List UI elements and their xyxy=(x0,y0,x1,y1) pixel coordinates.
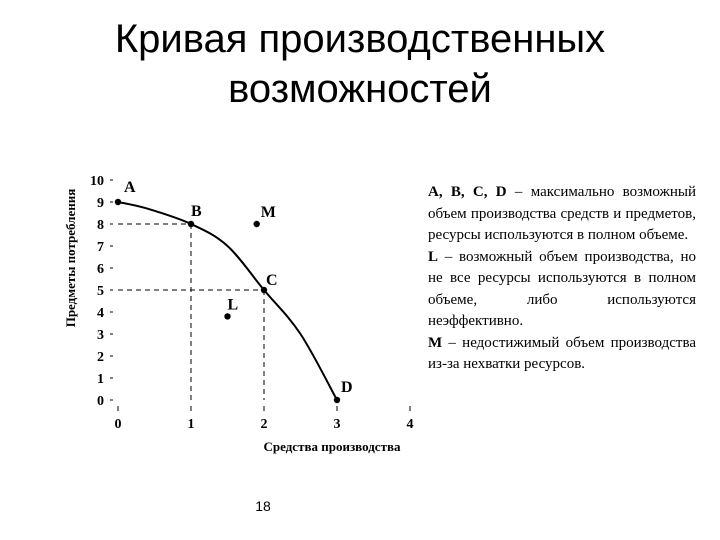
point-m-marker xyxy=(254,221,260,227)
x-tick-label: 4 xyxy=(406,417,414,432)
y-tick-label: 6 xyxy=(97,262,104,277)
y-axis-ticks xyxy=(90,174,113,409)
x-tick-label: 3 xyxy=(333,417,341,432)
y-tick-label: 0 xyxy=(97,394,104,409)
description-abcd xyxy=(428,182,696,247)
x-axis-ticks xyxy=(115,406,414,432)
point-m-label: M xyxy=(260,204,276,221)
y-axis-label: Предметы потребления xyxy=(63,188,78,328)
chart-points xyxy=(115,179,353,403)
text-l: – возможный объем производства, но не все ресурсы используются в полном объеме, либо используются неэффективно. xyxy=(428,248,696,329)
y-tick-label: 4 xyxy=(97,306,104,321)
x-tick-label: 1 xyxy=(187,417,195,432)
y-tick-label: 3 xyxy=(97,328,104,343)
page-number: 18 xyxy=(255,498,271,514)
description xyxy=(428,182,696,376)
description-l xyxy=(428,247,696,333)
term-abcd: A, B, C, D xyxy=(428,184,507,200)
point-c-label: C xyxy=(266,272,278,289)
text-abcd: – максимально возможный объем производства средств и предметов, ресурсы используются в полном объеме. xyxy=(428,184,696,243)
point-a-marker xyxy=(115,199,121,205)
point-b-label: B xyxy=(191,203,202,220)
title-line-2: возможностей xyxy=(228,67,492,111)
x-tick-label: 0 xyxy=(114,417,122,432)
point-d-marker xyxy=(334,397,340,403)
y-tick-label: 5 xyxy=(97,284,104,299)
guide-lines xyxy=(118,224,264,400)
y-tick-label: 2 xyxy=(97,350,104,365)
text-m: – недостижимый объем производства из-за нехватки ресурсов. xyxy=(428,334,696,372)
term-m: M xyxy=(428,334,443,351)
x-tick-label: 2 xyxy=(260,417,268,432)
description-m xyxy=(428,333,696,376)
point-a-label: A xyxy=(124,179,136,196)
point-d-label: D xyxy=(341,379,353,396)
title-line-1: Кривая производственных xyxy=(114,17,606,61)
y-tick-label: 9 xyxy=(97,196,104,211)
y-tick-label: 8 xyxy=(97,218,104,233)
y-tick-label: 7 xyxy=(97,240,104,255)
y-tick-label: 10 xyxy=(90,174,104,189)
point-l-marker xyxy=(224,313,230,319)
y-tick-label: 1 xyxy=(97,372,104,387)
x-axis-label: Средства производства xyxy=(263,439,401,454)
term-l: L xyxy=(428,248,439,265)
point-l-label: L xyxy=(227,296,239,314)
point-b-marker xyxy=(188,221,194,227)
